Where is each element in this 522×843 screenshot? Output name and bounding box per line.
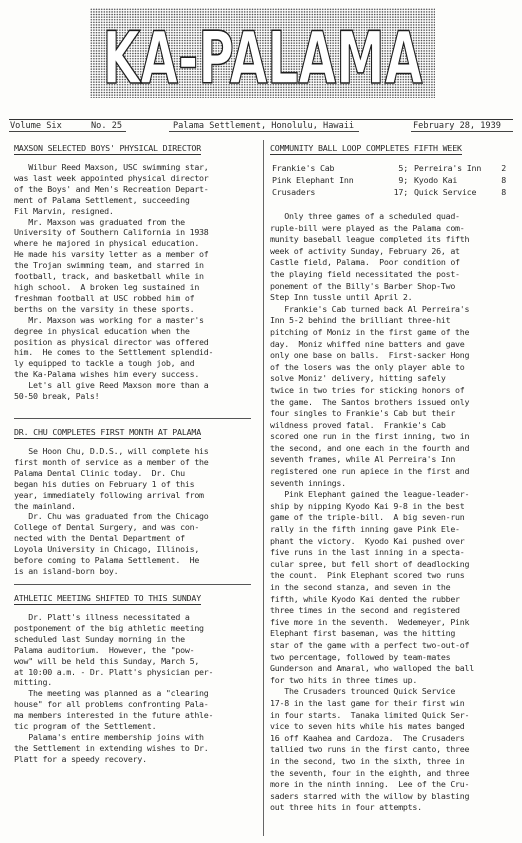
volume-label: Volume Six — [10, 121, 62, 131]
article-ball-loop-body: Only three games of a scheduled quad- ruple-bill were played as the Palama com- munity baseball league completed its fifth week of activity Sunday, February 26, at Castle field, Palama. Poor condition of the playing field necessitated the post- ponement of the Billy's Barber Shop-Two Step Inn tussle until April 2. Frankie's Cab turned back Al Perreira's Inn 5-2 behind the brilliant three-hit pitching of Moniz in the first game of the day. Moniz whiffed nine batters and gave only one base on balls. First-sacker Hong of the losers was the only player able to solve Moniz' delivery, hitting safely twice in two tries for sticking honors of the game. The Santos brothers issued only four singles to Frankie's Cab but their wildness proved fatal. Frankie's Cab scored one run in the first inning, two in the second, and one each in the fourth and seventh frames, while Al Perreira's Inn registered one run apiece in the first and seventh innings. Pink Elephant gained the league-leader- ship by nipping Kyodo Kai 9-8 in the best game of the triple-bill. A big seven-run rally in the fifth inning gave Pink Ele- phant the victory. Kyodo Kai pushed over five runs in the last inning in a specta- cular spree, but fell short of deadlocking the count. Pink Elephant scored two runs in the second stanza, and seven in the fifth, while Kyodo Kai dented the rubber three times in the second and registered five more in the seventh. Wedemeyer, Pink Elephant first baseman, was the hitting star of the game with a perfect two-out-of two percentage, followed by team-mates Gunderson and Amaral, who walloped the ball for two hits in three times up. The Crusaders trounced Quick Service 17-8 in the last game for their first win in four starts. Tanaka limited Quick Ser- vice to seven hits while his mates banged 16 off Kaahea and Cardoza. The Crusaders tallied two runs in the first canto, three in the second, two in the sixth, three in the seventh, four in the eighth, and three more in the ninth inning. Lee of the Cru- saders starred with the willow by blasting out three hits in four attempts. — [270, 211, 475, 813]
issue-date: February 28, 1939 — [413, 121, 501, 131]
team-name: Pink Elephant Inn — [272, 175, 354, 185]
team-score: 17; — [393, 187, 408, 197]
team-score: 5; — [398, 163, 408, 173]
headline-ball-loop: COMMUNITY BALL LOOP COMPLETES FIFTH WEEK — [270, 143, 462, 153]
team-name: Kyodo Kai — [414, 175, 458, 185]
masthead-logo — [90, 8, 435, 98]
headline-dr-chu: DR. CHU COMPLETES FIRST MONTH AT PALAMA — [14, 427, 202, 437]
article-maxson-body: Wilbur Reed Maxson, USC swimming star, was last week appointed physical director of the Boys' and Men's Recreation Depart- ment of Palama Settlement, succeeding Fil Marvin, resigned. Mr. Maxson was graduated from the University of Southern California in 1938 where he majored in physical education. He made his varsity letter as a member of the Trojan swimming team, and starred in football, track, and basketball while in high school. A broken leg sustained in freshman football at USC robbed him of berths on the varsity in these sports. Mr. Maxson was working for a master's degree in physical education when the position as physical director was offered him. He comes to the Settlement splendid- ly equipped to tackle a tough job, and the Ka-Palama wishes him every success. Let's all give Reed Maxson more than a 50-50 break, Pals! — [14, 162, 214, 402]
issue-banner — [9, 119, 513, 129]
column-divider — [263, 140, 264, 836]
headline-maxson: MAXSON SELECTED BOYS' PHYSICAL DIRECTOR — [14, 143, 202, 153]
team-score: 9; — [398, 175, 408, 185]
headline-athletic-meeting: ATHLETIC MEETING SHIFTED TO THIS SUNDAY — [14, 593, 202, 603]
team-score: 8 — [501, 187, 506, 197]
team-name: Quick Service — [414, 187, 477, 197]
team-score: 8 — [501, 175, 506, 185]
article-athletic-meeting-body: Dr. Platt's illness necessitated a postponement of the big athletic meeting scheduled last Sunday morning in the Palama auditorium. However, the "pow- wow" will be held this Sunday, March 5, at 10:00 a.m. - Dr. Platt's physician per- mitting. The meeting was planned as a "clearing house" for all problems confronting Pala- ma members interested in the future athle- tic program of the Settlement. Palama's entire membership joins with the Settlement in extending wishes to Dr. Platt for a speedy recovery. — [14, 612, 214, 764]
article-separator — [14, 418, 251, 419]
team-name: Perreira's Inn — [414, 163, 482, 173]
publisher-line: Palama Settlement, Honolulu, Hawaii — [173, 121, 355, 131]
team-name: Crusaders — [272, 187, 316, 197]
article-separator — [14, 584, 251, 585]
team-name: Frankie's Cab — [272, 163, 335, 173]
masthead-title: KA-PALAMA — [102, 16, 423, 98]
team-score: 2 — [501, 163, 506, 173]
issue-number: No. 25 — [91, 121, 123, 131]
article-dr-chu-body: Se Hoon Chu, D.D.S., will complete his first month of service as a member of the Palama Dental Clinic today. Dr. Chu began his duties on February 1 of this year, immediately following arrival from the mainland. Dr. Chu was graduated from the Chicago College of Dental Surgery, and was con- nected with the Dental Department of Loyola University in Chicago, Illinois, before coming to Palama Settlement. He is an island-born boy. — [14, 446, 209, 576]
